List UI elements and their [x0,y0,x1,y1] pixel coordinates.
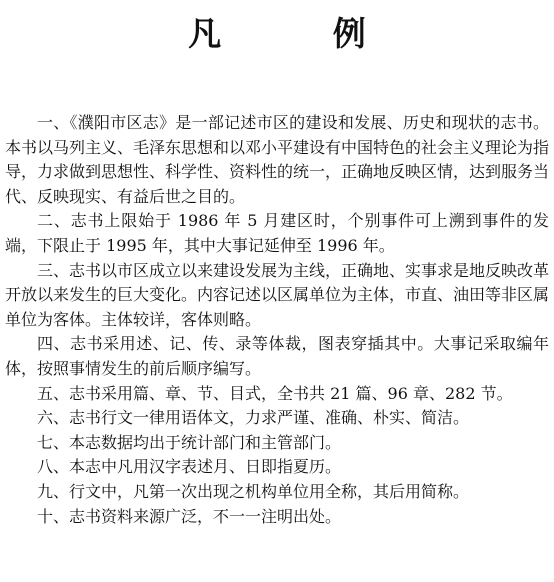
page-title: 凡 例 [188,14,416,53]
paragraph-6: 六、志书行文一律用语体文，力求严谨、准确、朴实、简洁。 [37,408,470,428]
paragraph-8: 八、本志中凡用汉字表述月、日即指夏历。 [37,457,342,477]
paragraph-1: 一、《濮阳市区志》是一部记述市区的建设和发展、历史和现状的志书。本书以马列主义、毛泽东思想和以邓小平建设有中国特色的社会主义理论为指导，力求做到思想性、科学性、资料性的统一，正确地反映区情，达到服务当代、反映现实、有益后世之目的。 [5,113,550,206]
paragraph-3: 三、志书以市区成立以来建设发展为主线，正确地、实事求是地反映改革开放以来发生的巨大变化。内容记述以区属单位为主体，市直、油田等非区属单位为客体。主体较详，客体则略。 [5,260,550,329]
paragraph-9: 九、行文中，凡第一次出现之机构单位用全称，其后用简称。 [37,481,470,501]
paragraph-4: 四、志书采用述、记、传、录等体裁，图表穿插其中。大事记采取编年体，按照事情发生的前后顺序编写。 [5,334,549,378]
paragraph-10: 十、志书资料来源广泛，不一一注明出处。 [37,506,342,526]
paragraph-5: 五、志书采用篇、章、节、目式，全书共 21 篇、96 章、282 节。 [37,383,513,403]
paragraph-7: 七、本志数据均出于统计部门和主管部门。 [37,432,342,452]
paragraph-2: 二、志书上限始于 1986 年 5 月建区时，个别事件可上溯到事件的发端，下限止于 1995 年，其中大事记延伸至 1996 年。 [5,211,549,255]
document-body [5,111,549,529]
